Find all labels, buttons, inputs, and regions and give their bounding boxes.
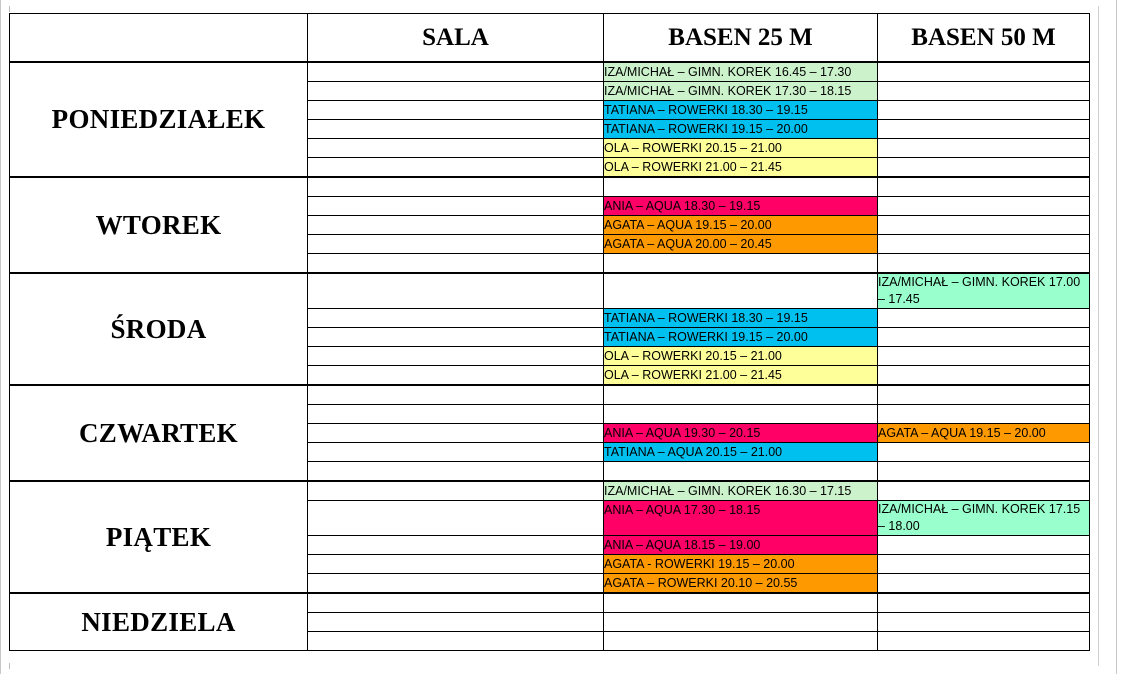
day-friday: PIĄTEK <box>10 481 308 593</box>
sala-cell <box>308 309 604 328</box>
entry-wed-3: OLA – ROWERKI 20.15 – 21.00 <box>604 347 878 366</box>
sala-cell <box>308 177 604 197</box>
basen25-cell <box>604 254 878 274</box>
sala-cell <box>308 347 604 366</box>
basen50-cell <box>878 235 1090 254</box>
basen50-cell <box>878 481 1090 501</box>
entry-thu-50m: AGATA – AQUA 19.15 – 20.00 <box>878 424 1090 443</box>
basen25-cell <box>604 177 878 197</box>
day-wednesday: ŚRODA <box>10 273 308 385</box>
sala-cell <box>308 385 604 405</box>
sala-cell <box>308 158 604 178</box>
basen50-cell <box>878 613 1090 632</box>
basen50-cell <box>878 254 1090 274</box>
table-row <box>10 273 1090 309</box>
basen50-cell <box>878 309 1090 328</box>
header-sala: SALA <box>308 14 604 63</box>
basen50-cell <box>878 82 1090 101</box>
basen25-cell <box>604 632 878 651</box>
basen50-cell <box>878 101 1090 120</box>
table-row <box>10 385 1090 405</box>
basen50-cell <box>878 462 1090 482</box>
entry-tue-3: AGATA – AQUA 20.00 – 20.45 <box>604 235 878 254</box>
basen50-cell <box>878 536 1090 555</box>
table-row <box>10 593 1090 613</box>
sala-cell <box>308 216 604 235</box>
entry-fri-2: ANIA – AQUA 17.30 – 18.15 <box>604 501 878 536</box>
basen50-cell <box>878 366 1090 386</box>
page-edge-right <box>1116 0 1117 674</box>
margin-mark-top <box>9 6 10 12</box>
entry-wed-50m: IZA/MICHAŁ – GIMN. KOREK 17.00 – 17.45 <box>878 273 1090 309</box>
entry-fri-1: IZA/MICHAŁ – GIMN. KOREK 16.30 – 17.15 <box>604 481 878 501</box>
basen50-cell <box>878 177 1090 197</box>
sala-cell <box>308 120 604 139</box>
header-basen-50m: BASEN 50 M <box>878 14 1090 63</box>
entry-thu-2: TATIANA – AQUA 20.15 – 21.00 <box>604 443 878 462</box>
sala-cell <box>308 235 604 254</box>
day-monday: PONIEDZIAŁEK <box>10 62 308 177</box>
header-basen-25m: BASEN 25 M <box>604 14 878 63</box>
basen50-cell <box>878 574 1090 594</box>
basen50-cell <box>878 443 1090 462</box>
schedule-table <box>9 13 1090 651</box>
sala-cell <box>308 197 604 216</box>
page-edge-left <box>0 0 1 674</box>
sala-cell <box>308 481 604 501</box>
sala-cell <box>308 555 604 574</box>
entry-mon-5: OLA – ROWERKI 20.15 – 21.00 <box>604 139 878 158</box>
sala-cell <box>308 366 604 386</box>
basen50-cell <box>878 62 1090 82</box>
sala-cell <box>308 443 604 462</box>
entry-wed-1: TATIANA – ROWERKI 18.30 – 19.15 <box>604 309 878 328</box>
basen50-cell <box>878 385 1090 405</box>
sala-cell <box>308 536 604 555</box>
basen50-cell <box>878 216 1090 235</box>
margin-mark-bottom <box>9 663 10 669</box>
sala-cell <box>308 62 604 82</box>
sala-cell <box>308 254 604 274</box>
day-thursday: CZWARTEK <box>10 385 308 481</box>
entry-fri-5: AGATA – ROWERKI 20.10 – 20.55 <box>604 574 878 594</box>
basen50-cell <box>878 158 1090 178</box>
sala-cell <box>308 501 604 536</box>
basen50-cell <box>878 405 1090 424</box>
entry-fri-50m: IZA/MICHAŁ – GIMN. KOREK 17.15 – 18.00 <box>878 501 1090 536</box>
basen50-cell <box>878 632 1090 651</box>
sala-cell <box>308 574 604 594</box>
day-sunday: NIEDZIELA <box>10 593 308 651</box>
entry-mon-1: IZA/MICHAŁ – GIMN. KOREK 16.45 – 17.30 <box>604 62 878 82</box>
sala-cell <box>308 593 604 613</box>
table-row <box>10 481 1090 501</box>
margin-mark-right <box>1098 6 1099 666</box>
sala-cell <box>308 613 604 632</box>
sala-cell <box>308 405 604 424</box>
basen50-cell <box>878 347 1090 366</box>
entry-mon-3: TATIANA – ROWERKI 18.30 – 19.15 <box>604 101 878 120</box>
table-row <box>10 62 1090 82</box>
entry-fri-3: ANIA – AQUA 18.15 – 19.00 <box>604 536 878 555</box>
sala-cell <box>308 424 604 443</box>
entry-wed-4: OLA – ROWERKI 21.00 – 21.45 <box>604 366 878 386</box>
table-row <box>10 177 1090 197</box>
sala-cell <box>308 82 604 101</box>
header-day-column <box>10 14 308 63</box>
basen50-cell <box>878 555 1090 574</box>
basen25-cell <box>604 385 878 405</box>
basen50-cell <box>878 197 1090 216</box>
basen50-cell <box>878 328 1090 347</box>
entry-fri-4: AGATA - ROWERKI 19.15 – 20.00 <box>604 555 878 574</box>
entry-thu-1: ANIA – AQUA 19.30 – 20.15 <box>604 424 878 443</box>
sala-cell <box>308 462 604 482</box>
basen50-cell <box>878 593 1090 613</box>
sala-cell <box>308 101 604 120</box>
sala-cell <box>308 273 604 309</box>
basen25-cell <box>604 613 878 632</box>
basen25-cell <box>604 462 878 482</box>
basen50-cell <box>878 120 1090 139</box>
header-row <box>10 14 1090 63</box>
entry-mon-2: IZA/MICHAŁ – GIMN. KOREK 17.30 – 18.15 <box>604 82 878 101</box>
basen25-cell <box>604 593 878 613</box>
entry-tue-1: ANIA – AQUA 18.30 – 19.15 <box>604 197 878 216</box>
entry-tue-2: AGATA – AQUA 19.15 – 20.00 <box>604 216 878 235</box>
sala-cell <box>308 632 604 651</box>
entry-mon-4: TATIANA – ROWERKI 19.15 – 20.00 <box>604 120 878 139</box>
entry-mon-6: OLA – ROWERKI 21.00 – 21.45 <box>604 158 878 178</box>
basen50-cell <box>878 139 1090 158</box>
sala-cell <box>308 139 604 158</box>
basen25-cell <box>604 405 878 424</box>
sala-cell <box>308 328 604 347</box>
entry-wed-2: TATIANA – ROWERKI 19.15 – 20.00 <box>604 328 878 347</box>
basen25-cell <box>604 273 878 309</box>
day-tuesday: WTOREK <box>10 177 308 273</box>
